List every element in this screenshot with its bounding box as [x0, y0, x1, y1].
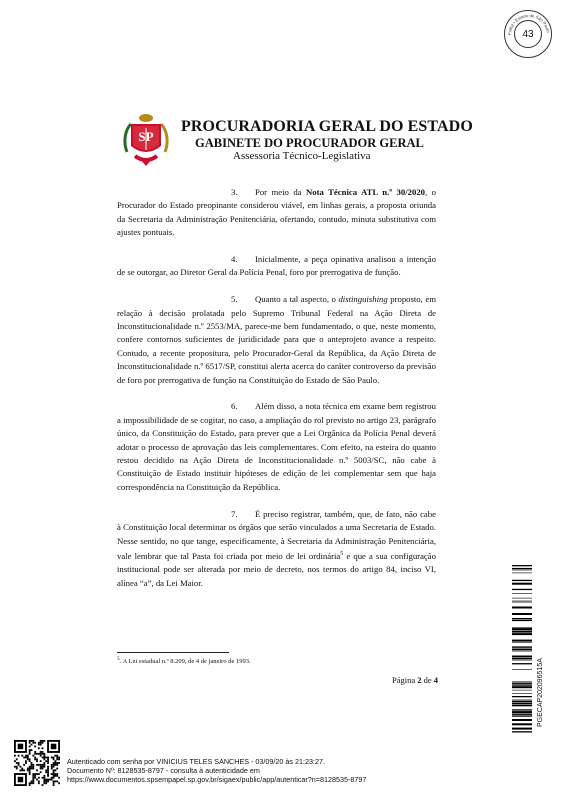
paragraph-text: e que a sua configuração institucional pode ser alterada por meio de decreto, nos termos do artigo 84, inciso VI, alínea “a”, da Lei Maior. — [117, 550, 436, 588]
paragraph-text: , o Procurador do Estado preopinante considerou viável, em linhas gerais, a proposta oriunda da Secretaria da Administração Penitenciária, ofertando, contudo, minuta substitutiva com ajustes pontuais. — [117, 187, 436, 238]
page-number — [392, 675, 438, 685]
paragraph-text: Por meio da — [255, 187, 306, 197]
footnote-text: . A Lei estadual n.º 8.209, de 4 de janeiro de 1993. — [119, 658, 251, 666]
paragraph — [117, 293, 436, 387]
paragraph-text: distinguishing — [338, 294, 388, 305]
paragraph-text: É preciso registrar, também, que, de fato, não cabe à Constituição local determinar os órgãos que serão vinculados a uma Secretaria de Estado. Nesse sentido, no que tange, especificamente, à Secretaria da Administração Penitenciária, vale lembrar que tal Pasta foi criada por meio de lei ordinária — [117, 508, 436, 561]
paragraph-text: proposto, em relação à decisão prolatada pelo Supremo Tribunal Federal na Ação Direta de Inconstitucionalidade n.º 2553/MA, parece-me bem fundamentado, o que, neste momento, confere contornos suficientes de juridicidade para que o anteprojeto avance a respeito. Contudo, a recente propositura, pelo Procurador-Geral da República, da Ação Direta de Inconstitucionalidade n.º 6517/SP, constitui alerta acerca do caráter controverso da previsão de foro por prerrogativa de função na Constituição do Estado de São Paulo. — [117, 294, 436, 385]
authentication-block — [67, 757, 366, 784]
sp-coat-of-arms-icon — [121, 112, 171, 168]
paragraph-number: 6. — [231, 401, 238, 412]
paragraph-text: Quanto a tal aspecto, o — [255, 294, 339, 305]
footnote-rule — [117, 652, 229, 653]
page-label: Página — [392, 675, 416, 685]
paragraph-text: Além disso, a nota técnica em exame bem registrou a impossibilidade de se cogitar, no caso, a ampliação do rol previsto no artigo 23, parágrafo único, da Constituição do Estado, para prever que a Lei Orgânica da Polícia Penal deverá adotar o processo de aprovação das leis complementares. Com efeito, na esteira do quanto restou decidido na Ação Direta de Inconstitucionalidade n.º 5003/SC, não cabe à Constituição de Estado instituir hipóteses de edição de lei complementar sem que haja correspondência na Constituição da República. — [117, 401, 436, 492]
auth-line: Autenticado com senha por VINICIUS TELES SANCHES - 03/09/20 às 21:23:27. — [67, 757, 325, 766]
svg-text:SP: SP — [138, 129, 154, 144]
paragraph-number: 7. — [231, 508, 238, 519]
footnote-mark: 5 — [117, 656, 120, 662]
page-total: 4 — [433, 675, 439, 685]
footnote — [117, 656, 251, 665]
seal-number: 43 — [514, 20, 542, 48]
paragraph — [117, 253, 436, 280]
paragraph-number: 5. — [231, 294, 238, 305]
qr-code-icon — [14, 740, 60, 786]
barcode-label: PGECAP202096515A — [537, 658, 544, 727]
office-subtitle: GABINETE DO PROCURADOR GERAL — [195, 136, 424, 150]
paragraph-text: Inicialmente, a peça opinativa analisou a intenção de se outorgar, ao Diretor Geral da Polícia Penal, foro por prerrogativa de função. — [117, 254, 436, 278]
institution-title: PROCURADORIA GERAL DO ESTADO — [181, 118, 473, 135]
footnote-ref: 5 — [340, 550, 344, 557]
auth-line: Documento Nº: 8128535-8797 - consulta à autenticidade em — [67, 766, 260, 775]
paragraph-number: 3. — [231, 187, 238, 197]
paragraph-number: 4. — [231, 254, 238, 265]
paragraph — [117, 508, 436, 590]
page-of: de — [423, 675, 432, 685]
unit-name: Assessoria Técnico-Legislativa — [233, 150, 371, 162]
auth-url[interactable]: https://www.documentos.spsempapel.sp.gov.br/sigaex/public/app/autenticar?n=8128535-8797 — [67, 775, 367, 784]
page-number-seal — [504, 10, 552, 58]
letterhead — [181, 118, 481, 163]
barcode-icon — [512, 565, 532, 733]
seal-ring-text: Folha • Estado de São Paulo — [506, 12, 551, 36]
document-body — [117, 186, 436, 603]
paragraph — [117, 400, 436, 494]
paragraph-text: Nota Técnica ATL n.º 30/2020 — [305, 187, 426, 197]
paragraph — [117, 186, 436, 240]
page-current: 2 — [417, 675, 422, 685]
